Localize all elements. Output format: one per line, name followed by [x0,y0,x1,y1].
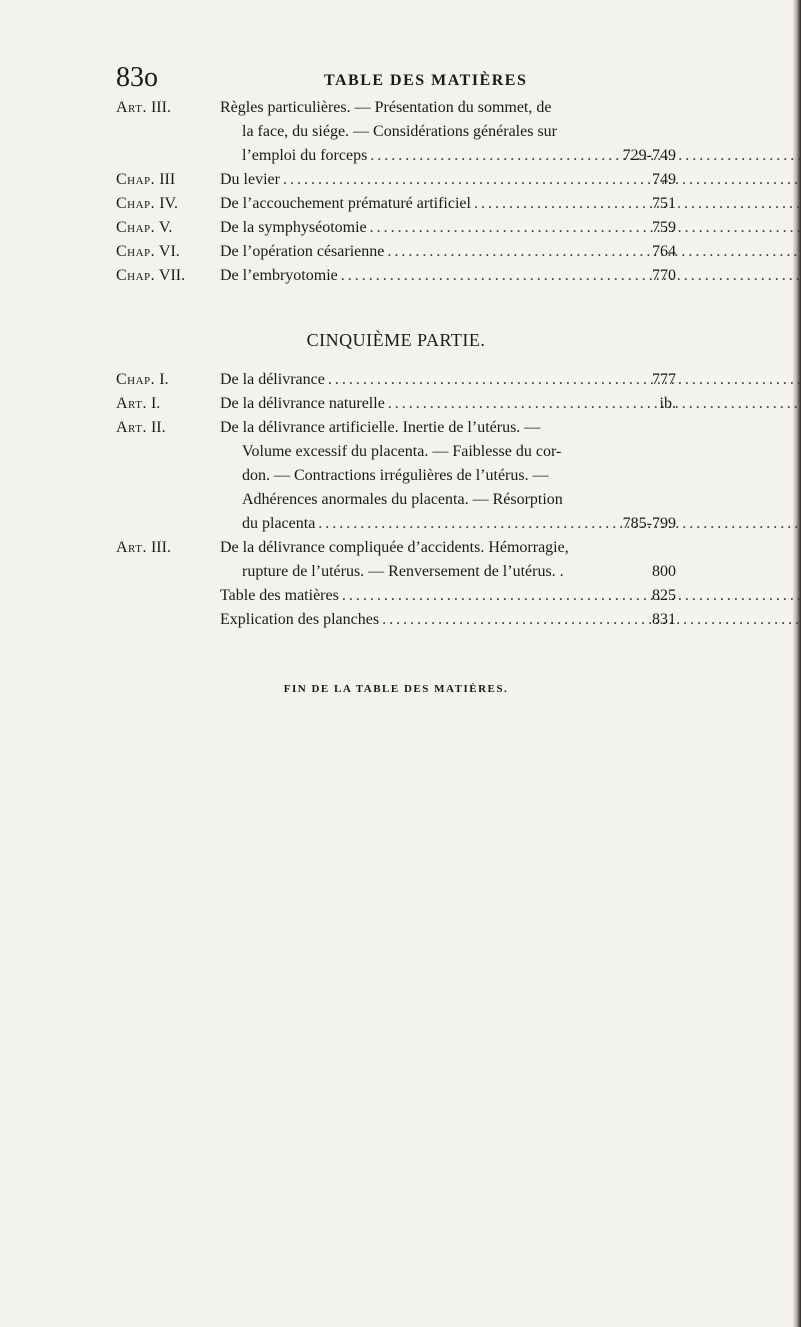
entry-number: IV. [159,195,179,212]
entry-line: Adhérences anormales du placenta. — Résorption [242,491,563,508]
toc-entry [116,264,676,288]
entry-number: II. [150,419,166,436]
entry-page: 764 [652,243,676,260]
entry-label [116,392,216,416]
entry-line: De la symphyséotomie..... [220,216,660,240]
toc-entry [116,240,676,264]
entry-number: VI. [158,243,180,260]
entry-kind: Chap. [116,243,156,260]
entry-line: rupture de l’utérus. — Renversement de l’utérus. . [242,563,564,580]
toc-entry [116,168,676,192]
entry-page: 825 [652,587,676,604]
entry-line: Table des matières..... [220,584,660,608]
toc-entry [116,216,676,240]
entry-kind: Chap. [116,371,156,388]
entry-page: 831 [652,611,676,628]
entry-kind: Art. [116,395,147,412]
entry-page: 751 [652,195,676,212]
entry-number: III. [150,539,171,556]
toc-entry [116,192,676,216]
entry-line: De l’embryotomie..... [220,264,660,288]
entry-page: 770 [652,267,676,284]
toc-entry [116,416,676,536]
entry-number: I. [150,395,161,412]
entry-line: De la délivrance naturelle..... [220,392,660,416]
entry-line: Volume excessif du placenta. — Faiblesse du cor- [242,443,562,460]
entry-line: De l’opération césarienne..... [220,240,660,264]
entry-number: I. [159,371,169,388]
toc-entry [116,392,676,416]
running-title: TABLE DES MATIÈRES [324,72,528,89]
entry-kind: Chap. [116,195,156,212]
entry-label [116,216,216,240]
entry-line: De l’accouchement prématuré artificiel..... [220,192,660,216]
entry-label [116,368,216,392]
section-title: CINQUIÈME PARTIE. [306,330,486,350]
entry-label [116,416,216,440]
toc-entry [116,608,676,632]
entry-kind: Chap. [116,267,156,284]
entry-page: 777 [652,371,676,388]
entry-line: du placenta..... [220,512,660,536]
entry-line: Du levier..... [220,168,660,192]
entry-line: De la délivrance artificielle. Inertie de l’utérus. — [220,419,541,436]
entry-kind: Chap. [116,171,156,188]
entry-page: 759 [652,219,676,236]
entry-label [116,536,216,560]
entry-kind: Art. [116,419,147,436]
toc-entry [116,584,676,608]
entry-number: III [159,171,176,188]
toc-entry [116,96,676,168]
entry-line: Règles particulières. — Présentation du sommet, de [220,99,552,116]
toc-entry [116,536,676,584]
toc-entry [116,368,676,392]
entry-label [116,240,216,264]
entry-kind: Art. [116,99,147,116]
entry-label [116,264,216,288]
entry-line: Explication des planches..... [220,608,660,632]
entry-page: ib. [659,395,676,412]
entry-line: don. — Contractions irrégulières de l’utérus. — [242,467,549,484]
entry-number: V. [158,219,173,236]
entry-line: De la délivrance compliquée d’accidents. Hémorragie, [220,539,569,556]
entry-line: l’emploi du forceps..... [220,144,660,168]
entry-number: III. [150,99,171,116]
entry-label [116,192,216,216]
entry-page: 749 [652,171,676,188]
entry-kind: Art. [116,539,147,556]
entry-kind: Chap. [116,219,156,236]
page-number: 83o [116,62,158,93]
entry-page: 800 [652,563,676,580]
entry-number: VII. [158,267,186,284]
entry-page: 729-749 [622,147,676,164]
entry-page: 785-799 [622,515,676,532]
entry-line: De la délivrance..... [220,368,660,392]
entry-line: la face, du siége. — Considérations générales sur [242,123,558,140]
entry-label [116,168,216,192]
end-of-table-colophon: FIN DE LA TABLE DES MATIÈRES. [283,683,509,695]
entry-label [116,96,216,120]
